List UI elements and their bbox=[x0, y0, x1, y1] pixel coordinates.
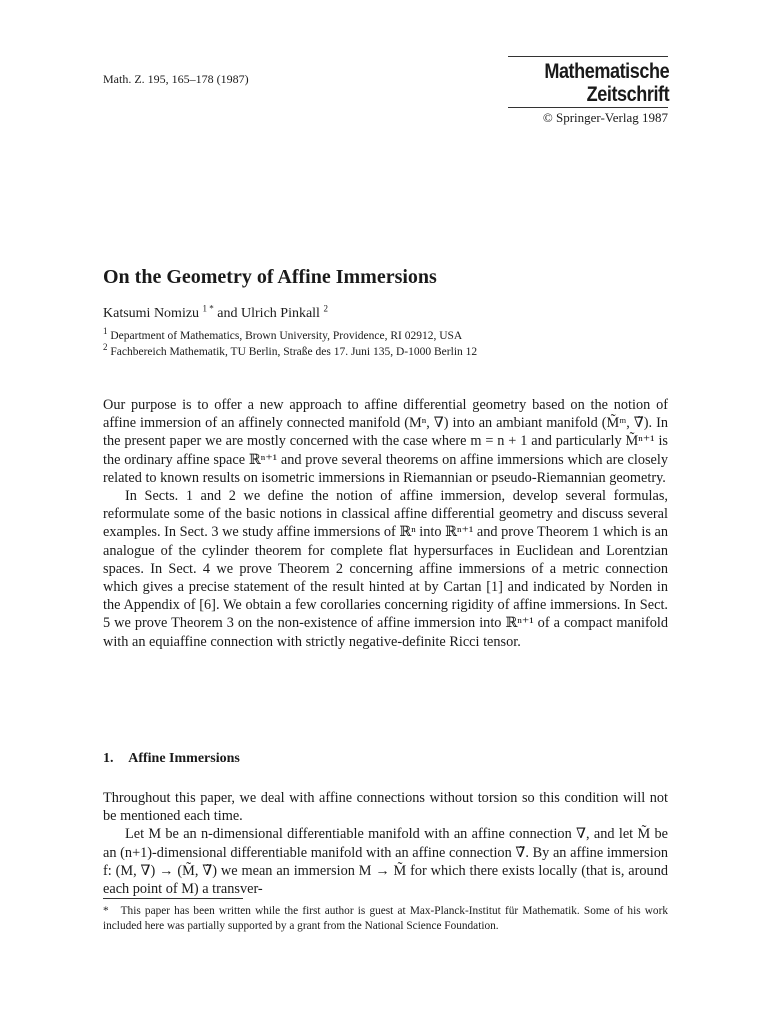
affiliation bbox=[103, 342, 478, 358]
citation: Math. Z. 195, 165–178 (1987) bbox=[103, 72, 249, 86]
journal-name-line1: Mathematische bbox=[544, 60, 669, 83]
affiliation-mark: 2 bbox=[103, 342, 108, 353]
paragraph: Throughout this paper, we deal with affine connections without torsion so this condition will not be mentioned each time. bbox=[103, 790, 668, 825]
author-mark: 1 * bbox=[202, 303, 214, 314]
author-mark: 2 bbox=[323, 303, 328, 314]
author-name: Katsumi Nomizu bbox=[103, 306, 200, 321]
paragraph: In Sects. 1 and 2 we define the notion of affine immersion, develop several formulas, reformulate some of the basic notions in classical affine differential geometry and discuss several examples. In Sect. 3 we study affine immersions of ℝⁿ into ℝⁿ⁺¹ and prove Theorem 1 which is an analogue of the cylinder theorem for complete flat hypersurfaces in Euclidean and Lorentzian spaces. In Sect. 4 we prove Theorem 2 concerning affine immersions of a metric connection which gives a precise statement of the result hinted at by Cartan [1] and indicated by Norden in the Appendix of [6]. We obtain a few corollaries concerning rigidity of affine immersions. In Sect. 5 we prove Theorem 3 on the non-existence of affine immersion into ℝⁿ⁺¹ of a compact manifold with an equiaffine connection with strictly negative-definite Ricci tensor. bbox=[103, 488, 668, 650]
author-name: Ulrich Pinkall bbox=[241, 306, 320, 321]
footnote-mark: * bbox=[103, 905, 109, 917]
author-separator: and bbox=[217, 306, 242, 321]
introduction bbox=[103, 396, 668, 651]
affiliation-mark: 1 bbox=[103, 326, 108, 337]
paragraph: Let M be an n-dimensional differentiable manifold with an affine connection ∇, and let M̃ be an (n+1)-dimensional differentiable manifold with an affine connection ∇̃. By an affine immersion f: (M, ∇) → (M̃, ∇̃) we mean an immersion M → M̃ for which there exists locally (that is, around each point of M) a transver- bbox=[103, 826, 668, 898]
header-rule bbox=[508, 56, 668, 57]
section-heading bbox=[103, 751, 240, 767]
header-rule bbox=[508, 107, 668, 108]
section-number: 1. bbox=[103, 751, 114, 766]
copyright: © Springer-Verlag 1987 bbox=[542, 110, 668, 125]
footnote-text: This paper has been written while the first author is guest at Max-Planck-Institut für Mathematik. Some of his work included here was partially supported by a grant from the National Science Foundation. bbox=[103, 905, 668, 932]
section-title: Affine Immersions bbox=[128, 751, 240, 766]
affiliation bbox=[103, 326, 463, 342]
author-line bbox=[103, 303, 328, 322]
paper-title: On the Geometry of Affine Immersions bbox=[103, 266, 437, 288]
affiliation-text: Fachbereich Mathematik, TU Berlin, Straße des 17. Juni 135, D-1000 Berlin 12 bbox=[110, 346, 478, 358]
paragraph: Our purpose is to offer a new approach to affine differential geometry based on the notion of affine immersion of an affinely connected manifold (Mⁿ, ∇) into an ambiant manifold (M̃ᵐ, ∇̃). In the present paper we are mostly concerned with the case where m = n + 1 and particularly M̃ⁿ⁺¹ is the ordinary affine space ℝⁿ⁺¹ and prove several theorems on affine immersions which are closely related to known results on isometric immersions in Riemannian or pseudo-Riemannian geometry. bbox=[103, 397, 668, 486]
footnote bbox=[103, 904, 668, 934]
journal-logo bbox=[544, 60, 669, 106]
journal-name-line2: Zeitschrift bbox=[586, 83, 669, 106]
footnote-rule bbox=[103, 898, 243, 899]
section-body bbox=[103, 789, 668, 898]
affiliation-text: Department of Mathematics, Brown University, Providence, RI 02912, USA bbox=[110, 330, 463, 342]
